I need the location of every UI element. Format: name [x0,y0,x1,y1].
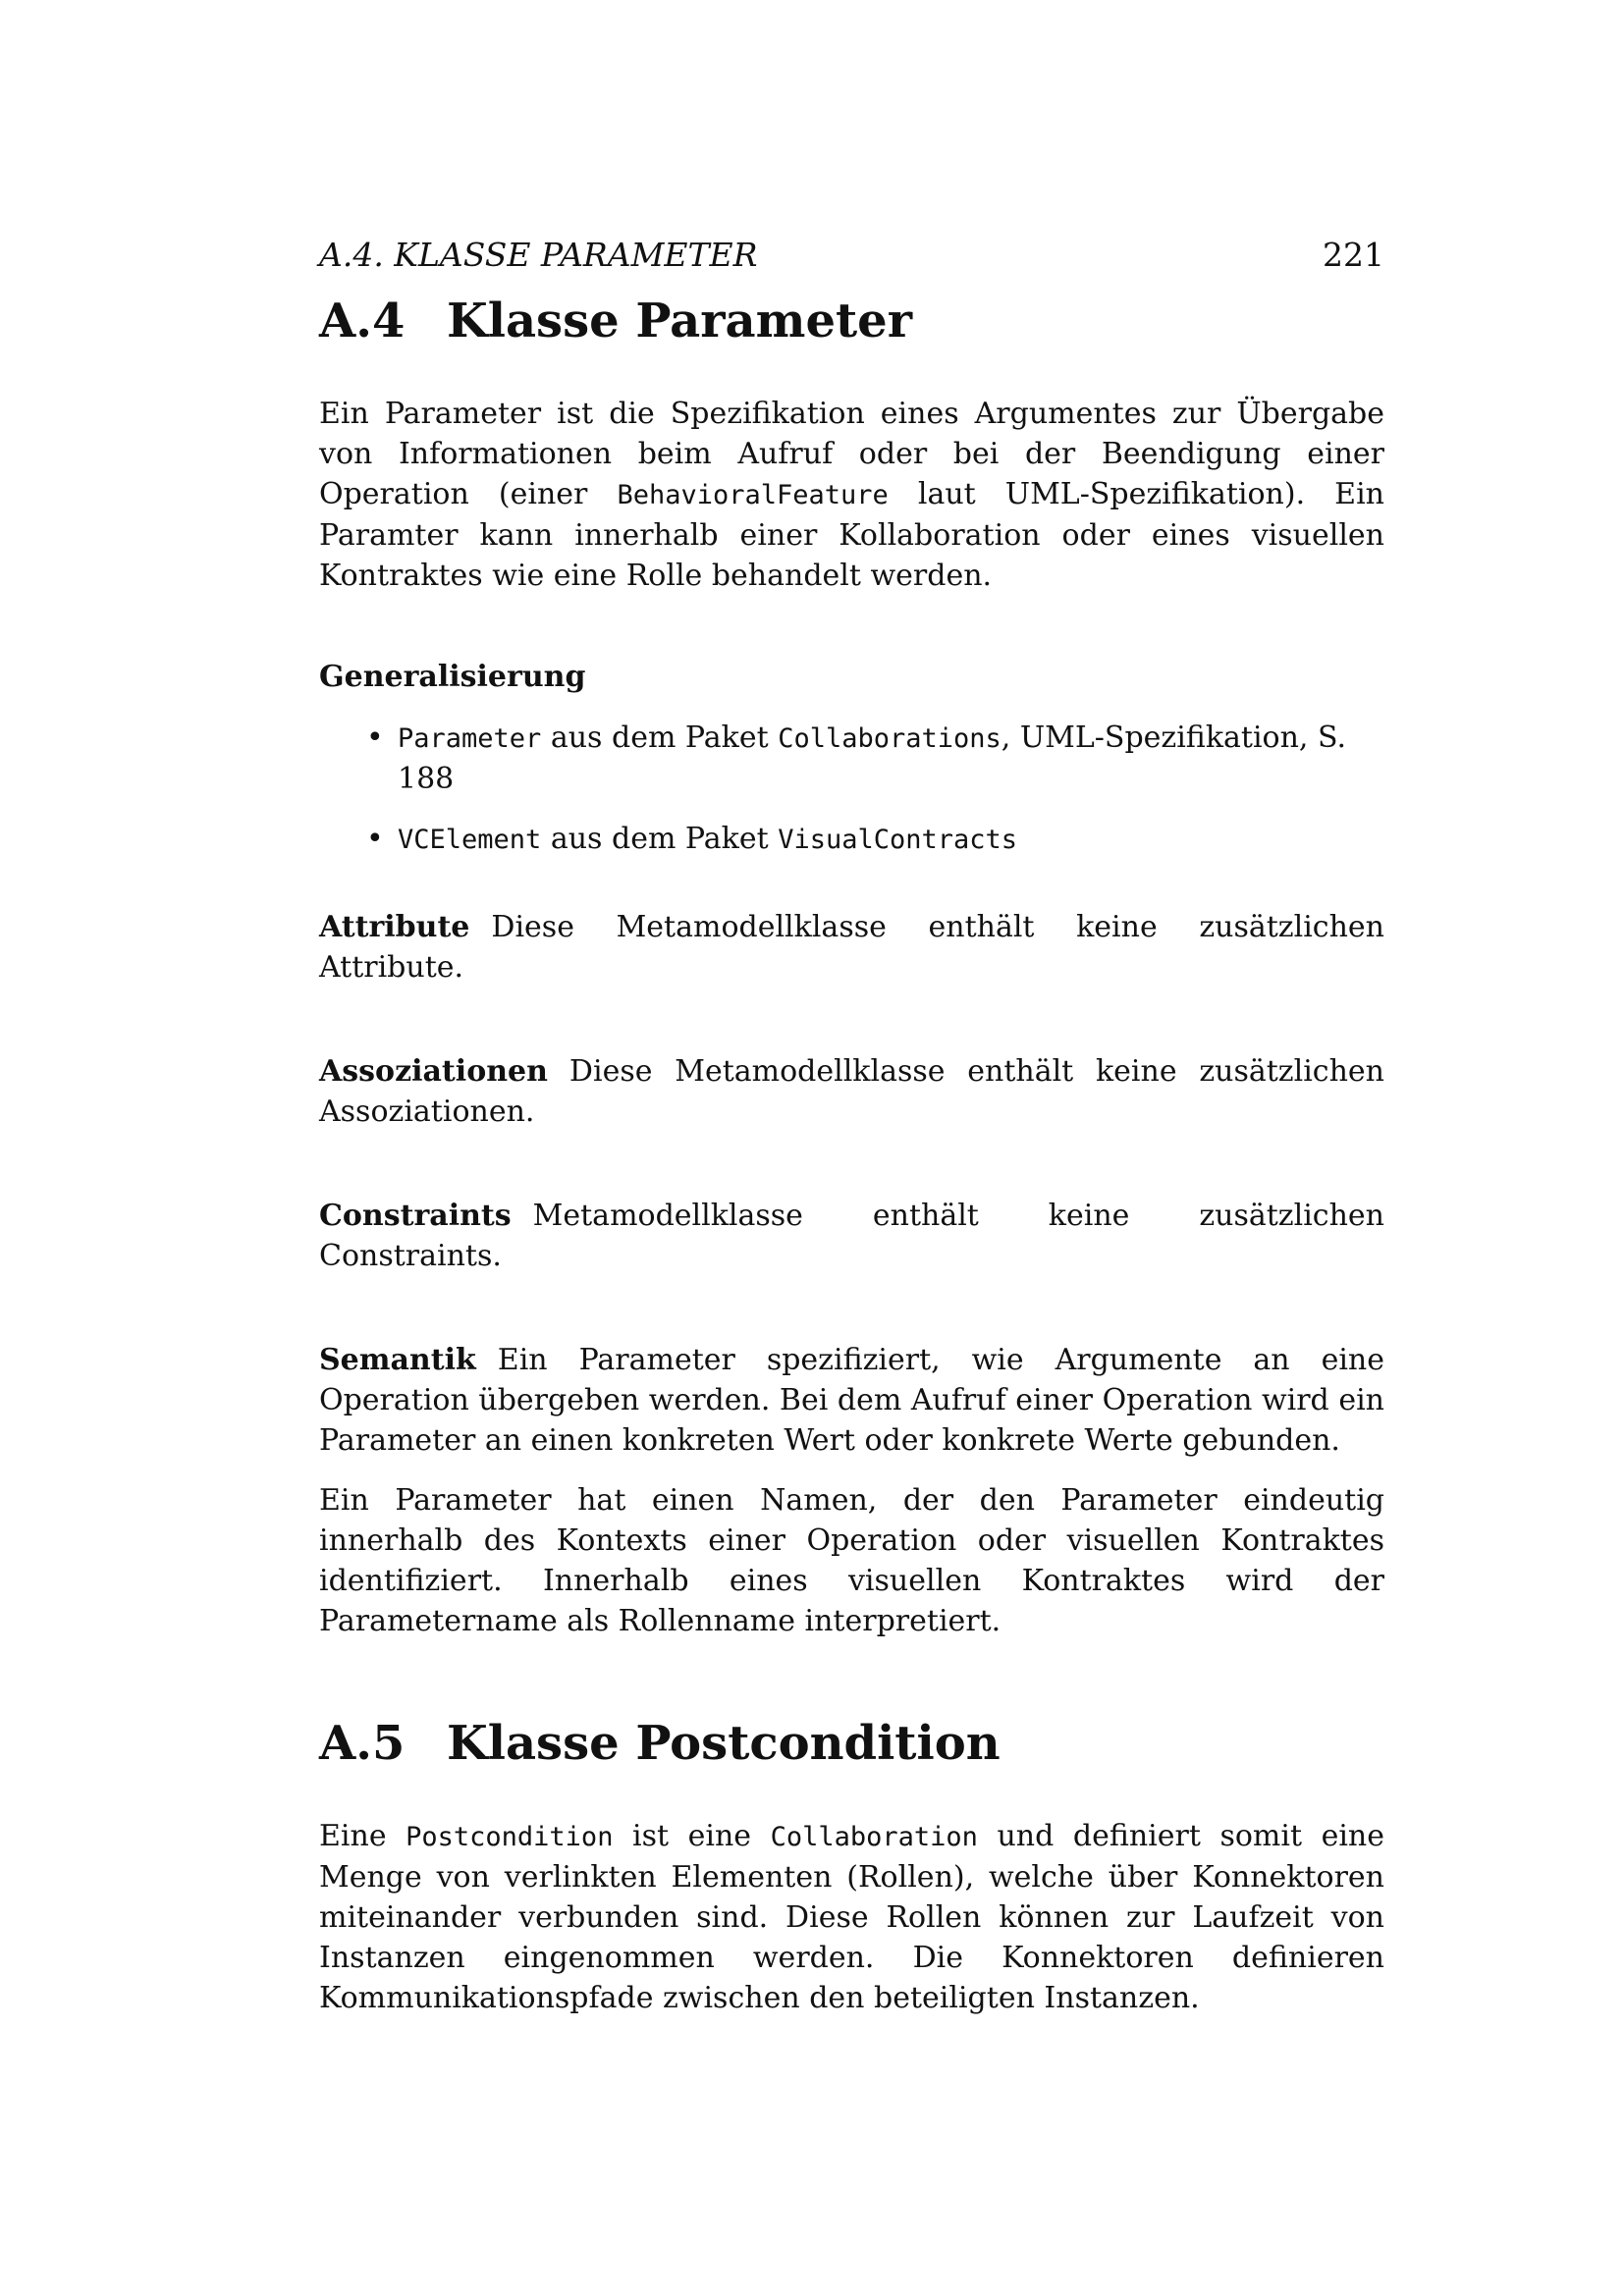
code-term: VisualContracts [778,825,1018,855]
attributes-paragraph [319,907,1384,988]
list-item [366,819,1384,860]
associations-paragraph [319,1051,1384,1132]
code-term: Parameter [398,723,542,754]
semantics-label: Semantik [319,1343,476,1377]
intro-text: Ein Parameter ist die Spezifikation eines Argumentes zur Übergabe von Informationen beim Aufruf oder bei der Beendigung einer Operation (einer [319,397,1384,511]
intro-text: und definiert somit eine Menge von verlinkten Elementen (Rollen), welche über Konnektoren miteinander verbunden sind. Diese Rollen können zur Laufzeit von Instanzen eingenommen werden. Die Konnektoren definieren Kommunikationspfade zwischen den beteiligten Instanzen. [319,1819,1384,2015]
bullet-icon: • [366,721,384,755]
constraints-paragraph [319,1196,1384,1276]
code-term: BehavioralFeature [617,480,889,510]
section-number: A.4 [319,294,406,348]
running-head-title: A.4. KLASSE PARAMETER [319,236,758,274]
list-item [366,718,1384,799]
intro-text: laut UML-Spezifikation). Ein Paramter kann innerhalb einer Kollaboration oder eines visuellen Kontraktes wie eine Rolle behandelt werden. [319,477,1384,593]
generalization-heading: Generalisierung [319,660,586,694]
associations-label: Assoziationen [319,1054,548,1089]
code-term: VCElement [398,825,542,855]
page-number: 221 [1323,236,1384,274]
intro-text: ist eine [613,1819,771,1853]
section-heading-a4 [319,292,1384,350]
associations-text: Diese Metamodellklasse enthält keine zusätzlichen Assoziationen. [319,1054,1384,1129]
intro-paragraph-a4 [319,394,1384,596]
section-heading-a5 [319,1714,1384,1773]
list-text: , UML-Spezifikation, S. 188 [398,721,1347,796]
generalization-list [319,718,1384,860]
attributes-text: Diese Metamodellklasse enthält keine zusätzlichen Attribute. [319,910,1384,985]
code-term: Collaboration [770,1822,978,1852]
semantics-paragraph [319,1340,1384,1461]
semantics-paragraph-2: Ein Parameter hat einen Namen, der den Parameter eindeutig innerhalb des Kontexts einer Operation oder visuellen Kontraktes identifiziert. Innerhalb eines visuellen Kontraktes wird der Parametername als Rollenname interpretiert. [319,1483,1384,1638]
section-title: Klasse Parameter [447,294,912,348]
constraints-label: Constraints [319,1199,512,1233]
section-title: Klasse Postcondition [447,1716,1001,1771]
code-term: Collaborations [778,723,1001,754]
constraints-text: Metamodellklasse enthält keine zusätzlichen Constraints. [319,1199,1384,1273]
list-text: aus dem Paket [541,721,779,755]
list-text: aus dem Paket [541,822,779,856]
attributes-label: Attribute [319,910,470,944]
section-number: A.5 [319,1716,406,1771]
semantics-text: Ein Parameter spezifiziert, wie Argumente an eine Operation übergeben werden. Bei dem Aufruf einer Operation wird ein Parameter an einen konkreten Wert oder konkrete Werte gebunden. [319,1343,1384,1458]
intro-text: Eine [319,1819,406,1853]
intro-paragraph-a5 [319,1816,1384,2018]
running-head [319,236,1384,279]
page [319,236,1384,2018]
bullet-icon: • [366,822,384,856]
code-term: Postcondition [406,1822,614,1852]
